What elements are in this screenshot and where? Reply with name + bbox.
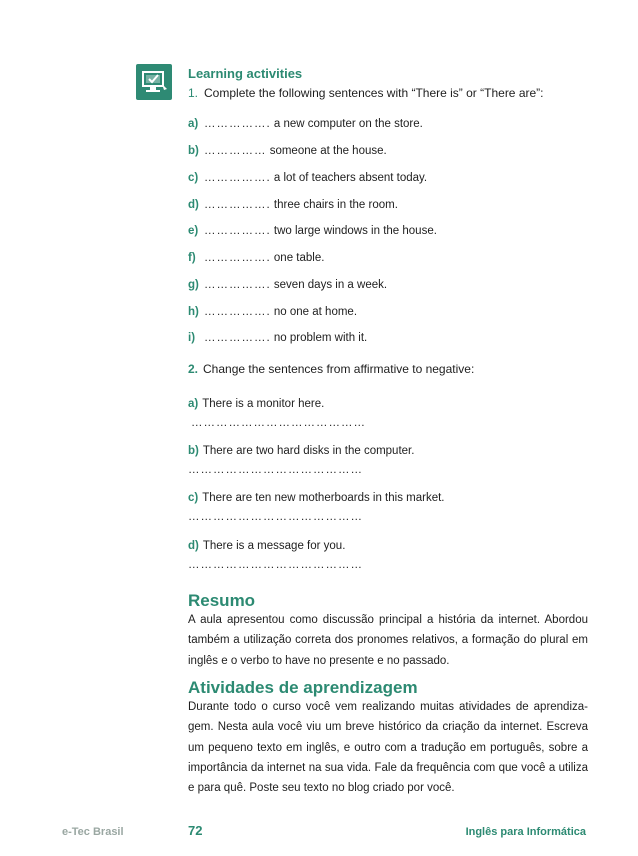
item-text: There are two hard disks in the computer.: [202, 445, 415, 457]
item-label: a): [188, 398, 199, 410]
exercise-item: [188, 306, 357, 318]
item-text: three chairs in the room.: [273, 199, 398, 211]
item-text: two large windows in the house.: [273, 225, 437, 237]
exercise-item: [188, 145, 387, 157]
item-label: d): [188, 540, 199, 552]
atividades-paragraph: Durante todo o curso você vem realizando muitas atividades de aprendiza-gem. Nesta aula você viu um breve histórico da criação da internet. Escreva um pequeno texto em inglês, e outro com a tradução em português, sobre a importância da internet na sua vida. Fale da frequência com que você a utiliza e para quê. Poste seu texto no blog criado por você.: [188, 701, 588, 795]
item-text: seven days in a week.: [273, 279, 388, 291]
item-text: no one at home.: [273, 306, 358, 318]
answer-blank: ……………………………………: [191, 417, 366, 429]
answer-blank: ……………………………………: [188, 464, 363, 476]
question-1-text: Complete the following sentences with “There is” or “There are”:: [204, 86, 544, 100]
item-label: a): [188, 118, 199, 130]
footer-publisher: e-Tec Brasil: [62, 826, 124, 838]
resumo-paragraph: A aula apresentou como discussão principal a história da internet. Abordou também a utilização correta dos pronomes relativos, a formação do plural em inglês e o verbo to have no presente e no passado.: [188, 614, 588, 667]
item-label: g): [188, 279, 199, 291]
item-blank: …………….: [204, 118, 271, 130]
exercise-item: [188, 199, 398, 211]
item-blank: ……………: [204, 145, 267, 157]
activities-title: Learning activities: [188, 66, 303, 81]
question-2-instruction: [188, 362, 474, 376]
item-blank: …………….: [204, 306, 271, 318]
item-label: b): [188, 445, 199, 457]
page-number: 72: [188, 823, 203, 838]
resumo-heading: Resumo: [188, 591, 256, 610]
atividades-heading: Atividades de aprendizagem: [188, 678, 418, 697]
question-2-number: 2.: [188, 362, 199, 376]
item-blank: …………….: [204, 225, 271, 237]
item-text: There is a message for you.: [202, 540, 346, 552]
item-text: There is a monitor here.: [202, 398, 325, 410]
negative-sentence: [188, 398, 324, 410]
question-1-instruction: [188, 86, 544, 100]
item-blank: …………….: [204, 199, 271, 211]
negative-sentence: [188, 445, 414, 457]
activity-computer-icon: [136, 64, 172, 100]
negative-sentence: [188, 492, 445, 504]
item-label: i): [188, 332, 196, 344]
exercise-item: [188, 225, 437, 237]
item-label: f): [188, 252, 196, 264]
answer-blank: ……………………………………: [188, 559, 363, 571]
item-text: There are ten new motherboards in this market.: [202, 492, 445, 504]
item-text: someone at the house.: [269, 145, 387, 157]
negative-sentence: [188, 540, 345, 552]
item-blank: …………….: [204, 279, 271, 291]
exercise-item: [188, 252, 324, 264]
item-text: one table.: [273, 252, 325, 264]
item-text: no problem with it.: [273, 332, 368, 344]
item-label: d): [188, 199, 199, 211]
question-1-number: 1.: [188, 86, 199, 100]
item-text: a new computer on the store.: [273, 118, 423, 130]
item-text: a lot of teachers absent today.: [273, 172, 428, 184]
item-label: c): [188, 492, 199, 504]
item-label: h): [188, 306, 199, 318]
item-blank: …………….: [204, 252, 271, 264]
footer-course-title: Inglês para Informática: [465, 826, 586, 838]
item-blank: …………….: [204, 332, 271, 344]
item-label: b): [188, 145, 199, 157]
answer-blank: ……………………………………: [188, 511, 363, 523]
item-label: c): [188, 172, 199, 184]
question-2-text: Change the sentences from affirmative to negative:: [203, 362, 475, 376]
exercise-item: [188, 118, 423, 130]
item-label: e): [188, 225, 199, 237]
exercise-item: [188, 279, 387, 291]
exercise-item: [188, 172, 427, 184]
exercise-item: [188, 332, 367, 344]
item-blank: …………….: [204, 172, 271, 184]
